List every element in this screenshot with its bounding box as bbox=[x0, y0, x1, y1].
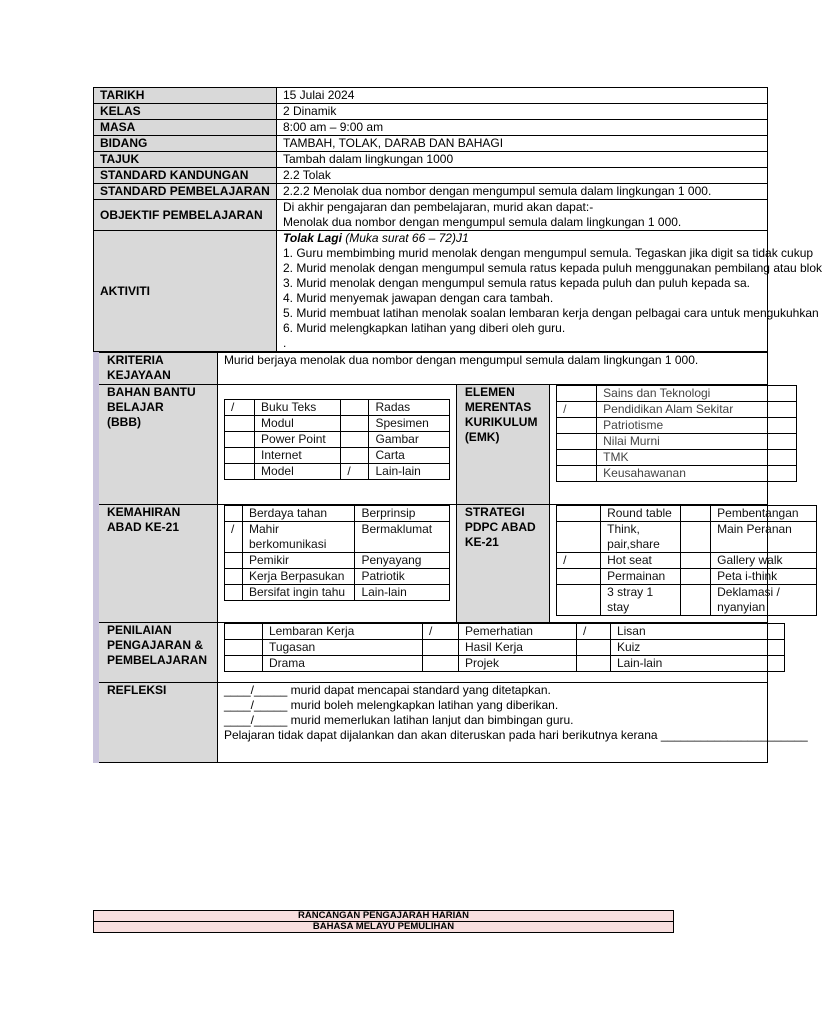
penilaian-option: Kuiz bbox=[610, 640, 784, 656]
emk-options-table bbox=[556, 385, 797, 482]
strategi-check[interactable] bbox=[557, 522, 601, 553]
strategi-option: Round table bbox=[601, 506, 681, 522]
value-kelas: 2 Dinamik bbox=[277, 104, 768, 120]
label-bbb bbox=[96, 385, 217, 505]
value-objektif bbox=[277, 200, 768, 231]
lesson-plan-document bbox=[93, 87, 822, 763]
penilaian-check[interactable] bbox=[422, 656, 458, 672]
strategi-option: Think, pair,share bbox=[601, 522, 681, 553]
strategi-option: Main Peranan bbox=[711, 522, 817, 553]
kemahiran-option: Berprinsip bbox=[355, 506, 449, 522]
footer-title: RANCANGAN PENGAJARAH HARIAN bbox=[94, 911, 674, 922]
aktiviti-heading bbox=[283, 231, 761, 246]
emk-check[interactable]: / bbox=[557, 402, 597, 418]
kemahiran-check[interactable] bbox=[224, 569, 242, 585]
strategi-option: Peta i-think bbox=[711, 569, 817, 585]
penilaian-check[interactable] bbox=[576, 640, 610, 656]
penilaian-check[interactable]: / bbox=[576, 624, 610, 640]
penilaian-check[interactable] bbox=[576, 656, 610, 672]
aktiviti-step: 5. Murid membuat latihan menolak soalan lembaran kerja dengan pelbagai cara untuk mengukuhkan bbox=[283, 306, 819, 320]
value-tarikh: 15 Julai 2024 bbox=[277, 88, 768, 104]
strategi-option: Gallery walk bbox=[711, 553, 817, 569]
kemahiran-option: Kerja Berpasukan bbox=[243, 569, 355, 585]
penilaian-check[interactable]: / bbox=[422, 624, 458, 640]
label-tajuk: TAJUK bbox=[94, 152, 277, 168]
penilaian-option: Pemerhatian bbox=[458, 624, 576, 640]
label-emk bbox=[456, 385, 549, 505]
emk-option: Nilai Murni bbox=[597, 434, 797, 450]
label-penilaian bbox=[96, 623, 217, 683]
label-emk-line: ELEMEN bbox=[464, 385, 515, 399]
row-kemahiran-strategi bbox=[96, 505, 768, 623]
bbb-check[interactable] bbox=[224, 432, 254, 448]
row-bbb-emk bbox=[96, 385, 768, 505]
label-objektif: OBJEKTIF PEMBELAJARAN bbox=[94, 200, 277, 231]
kemahiran-row bbox=[224, 569, 449, 585]
label-standard-kandungan: STANDARD KANDUNGAN bbox=[94, 168, 277, 184]
emk-check[interactable] bbox=[557, 466, 597, 482]
strategi-check[interactable]: / bbox=[557, 553, 601, 569]
row-aktiviti bbox=[94, 231, 768, 352]
label-masa: MASA bbox=[94, 120, 277, 136]
emk-check[interactable] bbox=[557, 434, 597, 450]
emk-check[interactable] bbox=[557, 418, 597, 434]
row-bidang bbox=[94, 136, 768, 152]
emk-check[interactable] bbox=[557, 386, 597, 402]
penilaian-option: Tugasan bbox=[262, 640, 422, 656]
row-tajuk bbox=[94, 152, 768, 168]
row-standard-kandungan bbox=[94, 168, 768, 184]
strategi-row bbox=[557, 569, 817, 585]
label-emk-line: MERENTAS bbox=[464, 400, 532, 414]
bbb-options-table bbox=[224, 399, 450, 480]
emk-row bbox=[557, 466, 797, 482]
kemahiran-row bbox=[224, 585, 449, 601]
row-masa bbox=[94, 120, 768, 136]
emk-cell bbox=[550, 385, 768, 505]
strategi-check[interactable] bbox=[681, 522, 711, 553]
kemahiran-cell bbox=[217, 505, 456, 623]
value-masa: 8:00 am – 9:00 am bbox=[277, 120, 768, 136]
strategi-option: Pembentangan bbox=[711, 506, 817, 522]
label-standard-pembelajaran: STANDARD PEMBELAJARAN bbox=[94, 184, 277, 200]
penilaian-row bbox=[224, 640, 784, 656]
strategi-check[interactable] bbox=[681, 585, 711, 616]
kemahiran-option: Patriotik bbox=[355, 569, 449, 585]
penilaian-option: Lembaran Kerja bbox=[262, 624, 422, 640]
aktiviti-step: 1. Guru membimbing murid menolak dengan mengumpul semula. Tegaskan jika digit sa tidak cukup bbox=[283, 246, 814, 260]
penilaian-option: Drama bbox=[262, 656, 422, 672]
label-kemahiran bbox=[96, 505, 217, 623]
strategi-cell bbox=[550, 505, 799, 623]
bbb-option: Power Point bbox=[255, 432, 341, 448]
strategi-check[interactable] bbox=[557, 585, 601, 616]
label-bbb-line: BELAJAR bbox=[107, 400, 164, 414]
strategi-option: 3 stray 1 stay bbox=[601, 585, 681, 616]
value-bidang: TAMBAH, TOLAK, DARAB DAN BAHAGI bbox=[277, 136, 768, 152]
bbb-row bbox=[224, 416, 449, 432]
label-strategi-line: PDPC ABAD bbox=[464, 520, 536, 534]
penilaian-cell bbox=[217, 623, 767, 683]
refleksi-line[interactable]: Pelajaran tidak dapat dijalankan dan akan diteruskan pada hari berikutnya kerana ______________________ bbox=[223, 728, 808, 742]
value-aktiviti bbox=[277, 231, 822, 352]
penilaian-option: Projek bbox=[458, 656, 576, 672]
aktiviti-step: 4. Murid menyemak jawapan dengan cara tambah. bbox=[283, 291, 554, 305]
strategi-check[interactable] bbox=[557, 506, 601, 522]
label-kemahiran-line: KEMAHIRAN bbox=[107, 505, 181, 519]
label-kriteria-line: KEJAYAAN bbox=[107, 368, 171, 382]
bbb-row bbox=[224, 464, 449, 480]
bbb-check[interactable] bbox=[224, 464, 254, 480]
kemahiran-option: Penyayang bbox=[355, 553, 449, 569]
lesson-info-table bbox=[93, 87, 822, 352]
emk-check[interactable] bbox=[557, 450, 597, 466]
kemahiran-check[interactable] bbox=[224, 585, 242, 601]
strategi-options-table bbox=[556, 505, 817, 616]
kemahiran-check[interactable]: / bbox=[224, 522, 242, 553]
penilaian-row bbox=[224, 656, 784, 672]
row-refleksi bbox=[96, 683, 768, 763]
bbb-row bbox=[224, 432, 449, 448]
aktiviti-step: 6. Murid melengkapkan latihan yang diberi oleh guru. bbox=[283, 321, 566, 335]
label-strategi bbox=[456, 505, 549, 623]
emk-option: TMK bbox=[597, 450, 797, 466]
emk-row bbox=[557, 402, 797, 418]
penilaian-option: Hasil Kerja bbox=[458, 640, 576, 656]
label-aktiviti: AKTIVITI bbox=[94, 231, 277, 352]
emk-option: Sains dan Teknologi bbox=[597, 386, 797, 402]
bbb-row bbox=[224, 400, 449, 416]
kemahiran-option: Mahir berkomunikasi bbox=[243, 522, 355, 553]
strategi-check[interactable] bbox=[557, 569, 601, 585]
strategi-row bbox=[557, 553, 817, 569]
aktiviti-heading-bold: Tolak Lagi bbox=[283, 231, 342, 245]
label-emk-line: KURIKULUM bbox=[464, 415, 538, 429]
kemahiran-option: Bersifat ingin tahu bbox=[243, 585, 355, 601]
penilaian-options-table bbox=[224, 623, 785, 672]
strategi-row bbox=[557, 522, 817, 553]
bbb-option: Carta bbox=[369, 448, 449, 464]
bbb-row bbox=[224, 448, 449, 464]
value-refleksi bbox=[217, 683, 808, 763]
strategi-row bbox=[557, 585, 817, 616]
strategi-option: Hot seat bbox=[601, 553, 681, 569]
kemahiran-options-table bbox=[224, 505, 450, 601]
kemahiran-row bbox=[224, 506, 449, 522]
emk-option: Keusahawanan bbox=[597, 466, 797, 482]
label-tarikh: TARIKH bbox=[94, 88, 277, 104]
kemahiran-check[interactable] bbox=[224, 553, 242, 569]
emk-row bbox=[557, 450, 797, 466]
emk-option: Patriotisme bbox=[597, 418, 797, 434]
value-tajuk: Tambah dalam lingkungan 1000 bbox=[277, 152, 768, 168]
strategi-row bbox=[557, 506, 817, 522]
row-tarikh bbox=[94, 88, 768, 104]
kemahiran-option: Bermaklumat bbox=[355, 522, 449, 553]
bbb-option: Model bbox=[255, 464, 341, 480]
penilaian-check[interactable] bbox=[224, 624, 262, 640]
kemahiran-option: Berdaya tahan bbox=[243, 506, 355, 522]
strategi-check[interactable] bbox=[681, 569, 711, 585]
row-standard-pembelajaran bbox=[94, 184, 768, 200]
emk-row bbox=[557, 386, 797, 402]
label-bidang: BIDANG bbox=[94, 136, 277, 152]
label-strategi-line: STRATEGI bbox=[464, 505, 525, 519]
bbb-check[interactable] bbox=[224, 416, 254, 432]
aktiviti-step: 3. Murid menolak dengan mengumpul semula ratus kepada puluh dan puluh kepada sa. bbox=[283, 276, 750, 290]
bbb-cell bbox=[217, 385, 456, 505]
bbb-check[interactable]: / bbox=[224, 400, 254, 416]
footer-banner bbox=[93, 910, 674, 933]
row-kriteria bbox=[96, 353, 768, 385]
row-objektif bbox=[94, 200, 768, 231]
emk-row bbox=[557, 434, 797, 450]
bbb-check[interactable] bbox=[341, 432, 369, 448]
label-penilaian-line: PENILAIAN bbox=[107, 623, 172, 637]
bbb-option: Internet bbox=[255, 448, 341, 464]
label-kelas: KELAS bbox=[94, 104, 277, 120]
label-emk-line: (EMK) bbox=[464, 430, 500, 444]
objektif-line-2: Menolak dua nombor dengan mengumpul semula dalam lingkungan 1 000. bbox=[283, 215, 682, 229]
emk-row bbox=[557, 418, 797, 434]
label-kriteria-line: KRITERIA bbox=[107, 353, 164, 367]
strategi-check[interactable] bbox=[681, 553, 711, 569]
value-kriteria: Murid berjaya menolak dua nombor dengan mengumpul semula dalam lingkungan 1 000. bbox=[217, 353, 767, 385]
strategi-check[interactable] bbox=[681, 506, 711, 522]
bbb-check[interactable] bbox=[224, 448, 254, 464]
objektif-line-1: Di akhir pengajaran dan pembelajaran, murid akan dapat:- bbox=[283, 200, 594, 214]
bbb-option: Radas bbox=[369, 400, 449, 416]
kemahiran-option: Lain-lain bbox=[355, 585, 449, 601]
kemahiran-row bbox=[224, 522, 449, 553]
bbb-check[interactable] bbox=[341, 416, 369, 432]
kemahiran-row bbox=[224, 553, 449, 569]
penilaian-check[interactable] bbox=[422, 640, 458, 656]
row-penilaian bbox=[96, 623, 768, 683]
lesson-detail-table bbox=[93, 352, 808, 763]
kemahiran-option: Pemikir bbox=[243, 553, 355, 569]
emk-option: Pendidikan Alam Sekitar bbox=[597, 402, 797, 418]
bbb-option: Lain-lain bbox=[369, 464, 449, 480]
refleksi-line[interactable]: ____/_____ murid boleh melengkapkan latihan yang diberikan. bbox=[223, 698, 559, 712]
refleksi-line[interactable]: ____/_____ murid memerlukan latihan lanjut dan bimbingan guru. bbox=[223, 713, 574, 727]
label-kriteria bbox=[96, 353, 217, 385]
refleksi-line[interactable]: ____/_____ murid dapat mencapai standard yang ditetapkan. bbox=[223, 683, 551, 697]
footer-subtitle: BAHASA MELAYU PEMULIHAN bbox=[94, 922, 674, 933]
bbb-option: Buku Teks bbox=[255, 400, 341, 416]
bbb-check[interactable]: / bbox=[341, 464, 369, 480]
bbb-option: Spesimen bbox=[369, 416, 449, 432]
bbb-check[interactable] bbox=[341, 448, 369, 464]
aktiviti-step: 2. Murid menolak dengan mengumpul semula ratus kepada puluh menggunakan pembilang atau blok bbox=[283, 261, 822, 275]
kemahiran-check[interactable] bbox=[224, 506, 242, 522]
strategi-option: Permainan bbox=[601, 569, 681, 585]
strategi-option: Deklamasi / nyanyian bbox=[711, 585, 817, 616]
penilaian-row bbox=[224, 624, 784, 640]
penilaian-option: Lain-lain bbox=[610, 656, 784, 672]
label-strategi-line: KE-21 bbox=[464, 535, 499, 549]
penilaian-check[interactable] bbox=[224, 656, 262, 672]
row-kelas bbox=[94, 104, 768, 120]
label-penilaian-line: PEMBELAJARAN bbox=[107, 653, 208, 667]
penilaian-option: Lisan bbox=[610, 624, 784, 640]
label-kemahiran-line: ABAD KE-21 bbox=[107, 520, 180, 534]
value-standard-pembelajaran: 2.2.2 Menolak dua nombor dengan mengumpul semula dalam lingkungan 1 000. bbox=[277, 184, 768, 200]
aktiviti-step: . bbox=[283, 336, 287, 350]
label-penilaian-line: PENGAJARAN & bbox=[107, 638, 204, 652]
penilaian-check[interactable] bbox=[224, 640, 262, 656]
bbb-check[interactable] bbox=[341, 400, 369, 416]
label-bbb-line: (BBB) bbox=[107, 415, 141, 429]
label-bbb-line: BAHAN BANTU bbox=[107, 385, 196, 399]
label-refleksi: REFLEKSI bbox=[96, 683, 217, 763]
aktiviti-heading-rest: (Muka surat 66 – 72)J1 bbox=[341, 231, 469, 245]
bbb-option: Gambar bbox=[369, 432, 449, 448]
bbb-option: Modul bbox=[255, 416, 341, 432]
value-standard-kandungan: 2.2 Tolak bbox=[277, 168, 768, 184]
